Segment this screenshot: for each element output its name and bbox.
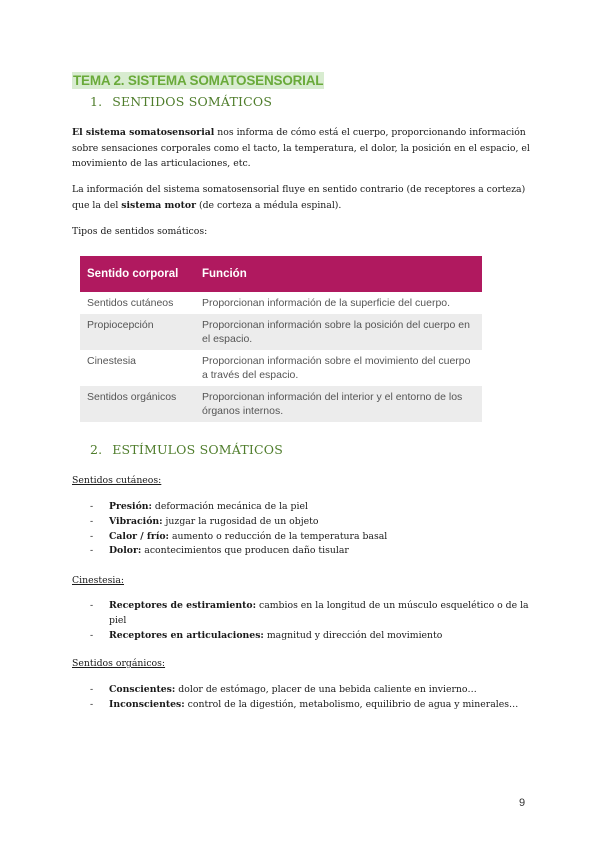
cinestesia-list [90,599,530,643]
section-heading-1 [90,94,272,109]
list-item [90,515,530,530]
intro-paragraph [72,125,532,172]
table-row [80,292,482,314]
paragraph-text: nos informa de cómo está el cuerpo, proporcionando información sobre sensaciones corporales como el tacto, la temperatura, el dolor, la posición en el espacio, el movimiento de las articulaciones, etc. [72,127,530,169]
table-cell: Sentidos cutáneos [87,297,174,309]
list-term: Receptores de estiramiento: [109,600,257,611]
list-term: Vibración: [109,515,163,527]
bold-term: El sistema somatosensorial [72,127,215,138]
table-row [80,314,482,350]
list-item [90,683,530,698]
table-cell: Sentidos orgánicos [80,386,195,422]
bullet-dash: - [90,545,94,557]
table-cell: Proporcionan información sobre la posición del cuerpo en el espacio. [195,314,482,350]
list-desc: dolor de estómago, placer de una bebida caliente en invierno… [175,684,477,695]
list-desc: control de la digestión, metabolismo, equilibrio de agua y minerales… [184,698,519,710]
paragraph-text: La información del sistema somatosensorial fluye en sentido contrario (de receptores a corteza) que la del [72,184,526,211]
bullet-dash: - [90,501,94,512]
section-title: SENTIDOS SOMÁTICOS [112,94,273,109]
list-item [90,500,530,515]
list-item [90,698,530,713]
cutaneos-label: Sentidos cutáneos: [72,475,162,486]
list-term: Inconscientes: [109,698,185,710]
list-item [90,629,530,644]
cutaneos-list [90,500,530,559]
bold-term: sistema motor [121,199,196,211]
bullet-dash: - [90,515,94,527]
table-cell: Proporcionan información sobre el movimiento del cuerpo a través del espacio. [202,355,471,381]
list-item [90,530,530,545]
section-number: 1. [90,94,103,109]
bullet-dash: - [90,600,94,611]
table-header-cell: Sentido corporal [80,256,195,292]
list-desc: aumento o reducción de la temperatura basal [169,530,388,542]
table-cell: Proporcionan información de la superficie del cuerpo. [202,297,451,309]
chapter-title: TEMA 2. SISTEMA SOMATOSENSORIAL [73,73,324,88]
list-item [90,599,530,629]
bullet-dash: - [90,698,94,710]
senses-table [80,256,482,422]
list-term: Presión: [109,501,152,512]
bullet-dash: - [90,684,94,695]
table-row [80,386,482,422]
bullet-dash: - [90,530,94,542]
tipos-label: Tipos de sentidos somáticos: [72,226,208,237]
organicos-label: Sentidos orgánicos: [72,658,166,669]
paragraph-text: (de corteza a médula espinal). [196,199,342,211]
list-desc: magnitud y dirección del movimiento [263,629,443,641]
section-heading-2 [90,442,283,457]
organicos-list [90,683,530,713]
section-title: ESTÍMULOS SOMÁTICOS [112,442,283,457]
list-desc: deformación mecánica de la piel [151,501,308,512]
section-number: 2. [90,442,103,457]
list-desc: cambios en la longitud de un músculo esquelético o de la piel [109,600,529,626]
list-term: Dolor: [109,545,142,557]
table-header-row [80,256,482,292]
cinestesia-label: Cinestesia: [72,575,125,586]
table-cell: Propiocepción [80,314,195,350]
list-desc: acontecimientos que producen daño tisular [141,545,349,557]
list-term: Calor / frío: [109,530,169,542]
list-term: Conscientes: [109,684,176,695]
bullet-dash: - [90,629,94,641]
list-desc: juzgar la rugosidad de un objeto [162,515,319,527]
table-header-cell: Función [195,256,482,292]
table-row [80,350,482,386]
table-cell: Cinestesia [87,355,137,367]
table-cell: Proporcionan información del interior y el entorno de los órganos internos. [195,386,482,422]
list-item [90,544,530,559]
list-term: Receptores en articulaciones: [109,629,264,641]
page-number: 9 [519,797,526,809]
flow-paragraph [72,182,532,213]
